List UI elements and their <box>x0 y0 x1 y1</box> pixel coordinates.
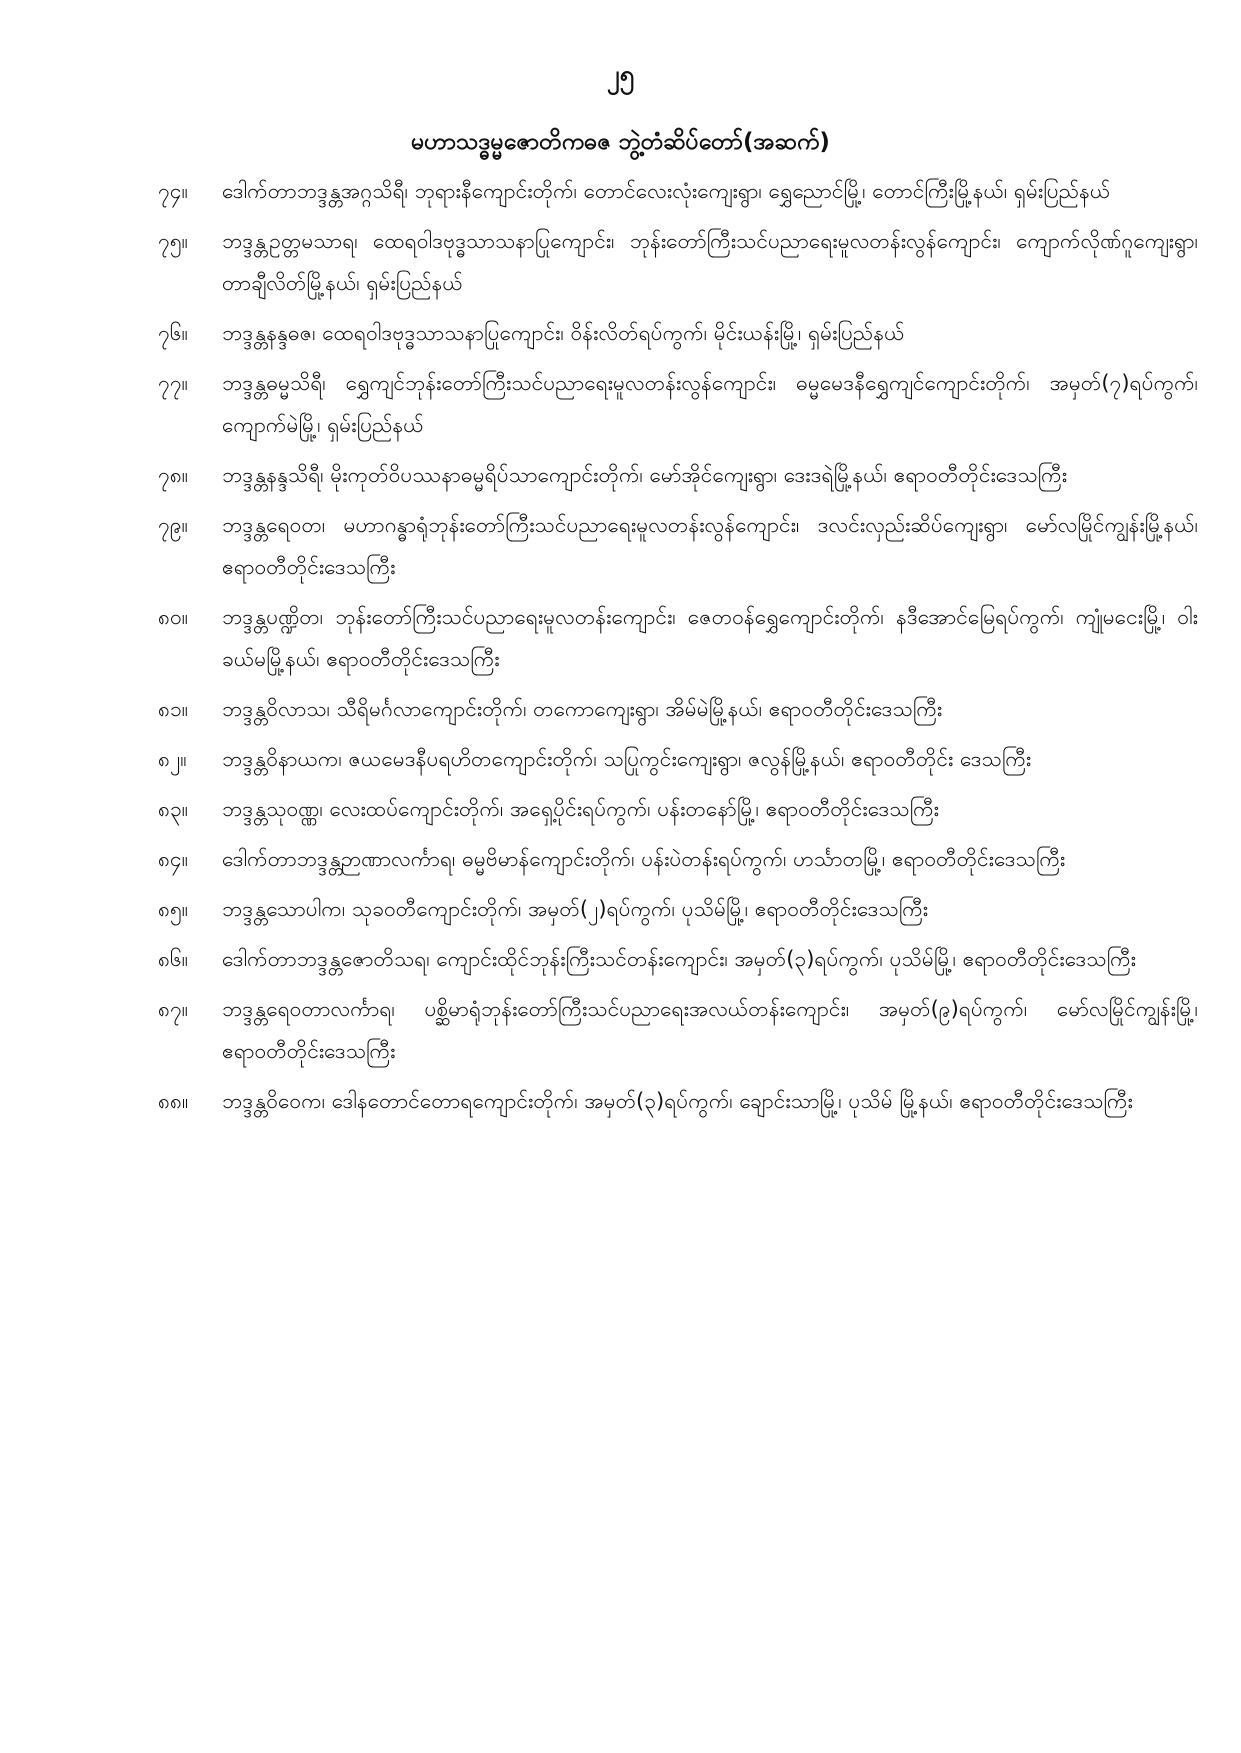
list-item <box>158 838 1198 880</box>
list-item <box>158 888 1198 930</box>
page-number: ၂၅ <box>606 60 635 90</box>
list-item <box>158 220 1198 304</box>
item-number: ၈၁။ <box>158 697 189 721</box>
item-text: ဘဒ္ဒန္တဓမ္မသိရီ၊ ရွှေကျင်ဘုန်းတော်ကြီးသင်ပညာရေးမူလတန်းလွန်ကျောင်း၊ ဓမ္မမေဒနီရွှေကျင်ကျောင်းတိုက်၊ အမှတ်(၇)ရပ်ကွက်၊ ကျောက်မဲမြို့၊ ရှမ်းပြည်နယ် <box>222 371 1198 437</box>
item-number: ၈၅။ <box>158 897 189 921</box>
item-text: ဘဒ္ဒန္တသုဝဏ္ဏ၊ လေးထပ်ကျောင်းတိုက်၊ အရှေ့ပိုင်းရပ်ကွက်၊ ပန်းတနော်မြို့၊ ဧရာဝတီတိုင်းဒေသကြီး <box>222 797 939 821</box>
list-item <box>158 938 1198 980</box>
item-text: ဒေါက်တာဘဒ္ဒန္တဉာဏာလင်္ကာရ၊ ဓမ္မဗိမာန်ကျောင်းတိုက်၊ ပန်းပဲတန်းရပ်ကွက်၊ ဟင်္သာတမြို့၊ ဧရာဝတီတိုင်းဒေသကြီး <box>222 847 1066 871</box>
item-number: ၈၃။ <box>158 797 189 821</box>
list-item <box>158 1080 1198 1122</box>
item-number: ၇၈။ <box>158 463 189 487</box>
list-item <box>158 688 1198 730</box>
item-number: ၇၇။ <box>158 371 188 395</box>
list-item <box>158 504 1198 588</box>
item-text: ဘဒ္ဒန္တရေဝတ၊ မဟာဂန္ဓာရုံဘုန်းတော်ကြီးသင်ပညာရေးမူလတန်းလွန်ကျောင်း၊ ဒလင်းလှည်းဆိပ်ကျေးရွာ၊ မော်လမြိုင်ကျွန်းမြို့နယ်၊ ဧရာဝတီတိုင်းဒေသကြီး <box>222 513 1198 579</box>
item-number: ၇၄။ <box>158 179 188 203</box>
list-item <box>158 312 1198 354</box>
item-text: ဒေါက်တာဘဒ္ဒန္တဇောတိသရ၊ ကျောင်းထိုင်ဘုန်းကြီးသင်တန်းကျောင်း၊ အမှတ်(၃)ရပ်ကွက်၊ ပုသိမ်မြို့၊ ဧရာဝတီတိုင်းဒေသကြီး <box>222 947 1136 971</box>
item-number: ၈၀။ <box>158 605 189 629</box>
item-text: ဘဒ္ဒန္တနန္ဒဓဇ၊ ထေရဝါဒဗုဒ္ဓသာသနာပြုကျောင်း၊ ဝိန်းလိတ်ရပ်ကွက်၊ မိုင်းယန်းမြို့၊ ရှမ်းပြည်နယ် <box>222 321 905 345</box>
item-text: ဘဒ္ဒန္တဝိနာယက၊ ဇယမေဒနီပရဟိတကျောင်းတိုက်၊ သပြုကွင်းကျေးရွာ၊ ဇလွန်မြို့နယ်၊ ဧရာဝတီတိုင်း ဒေသကြီး <box>222 747 1032 771</box>
list-item <box>158 170 1198 212</box>
item-text: ဘဒ္ဒန္တပဏ္ဍိတ၊ ဘုန်းတော်ကြီးသင်ပညာရေးမူလတန်းကျောင်း၊ ဇေတဝန်ရွှေကျောင်းတိုက်၊ နဒီအောင်မြေရပ်ကွက်၊ ကျုံမငေးမြို့၊ ဝါးခယ်မမြို့နယ်၊ ဧရာဝတီတိုင်းဒေသကြီး <box>222 605 1198 671</box>
page-heading: မဟာသဒ္ဓမ္မဇောတိကဓဇ ဘွဲ့တံဆိပ်တော်(အဆက်) <box>411 129 830 155</box>
item-number: ၈၂။ <box>158 747 187 771</box>
item-number: ၈၄။ <box>158 847 189 871</box>
item-number: ၇၉။ <box>158 513 188 537</box>
item-text: ဒေါက်တာဘဒ္ဒန္တအဂ္ဂသိရီ၊ ဘုရားနီကျောင်းတိုက်၊ တောင်လေးလုံးကျေးရွာ၊ ရွှေညောင်မြို့၊ တောင်ကြီးမြို့နယ်၊ ရှမ်းပြည်နယ် <box>222 179 1111 203</box>
list-item <box>158 738 1198 780</box>
list-item <box>158 362 1198 446</box>
item-text: ဘဒ္ဒန္တဥတ္တမသာရ၊ ထေရဝါဒဗုဒ္ဓသာသနာပြုကျောင်း၊ ဘုန်းတော်ကြီးသင်ပညာရေးမူလတန်းလွန်ကျောင်း၊ ကျောက်လိုဏ်ဂူကျေးရွာ၊ တာချီလိတ်မြို့နယ်၊ ရှမ်းပြည်နယ် <box>222 229 1198 295</box>
item-text: ဘဒ္ဒန္တရေဝတာလင်္ကာရ၊ ပစ္ဆိမာရုံဘုန်းတော်ကြီးသင်ပညာရေးအလယ်တန်းကျောင်း၊ အမှတ်(၉)ရပ်ကွက်၊ မော်လမြိုင်ကျွန်းမြို့၊ ဧရာဝတီတိုင်းဒေသကြီး <box>222 997 1198 1063</box>
item-number: ၈၇။ <box>158 997 189 1021</box>
item-text: ဘဒ္ဒန္တဝိလာသ၊ သီရိမင်္ဂလာကျောင်းတိုက်၊ တကောကျေးရွာ၊ အိမ်မဲမြို့နယ်၊ ဧရာဝတီတိုင်းဒေသကြီး <box>222 697 943 721</box>
item-text: ဘဒ္ဒန္တနန္ဒသိရီ၊ မိုးကုတ်ဝိပဿနာဓမ္မရိပ်သာကျောင်းတိုက်၊ မော်အိုင်ကျေးရွာ၊ ဒေးဒရဲမြို့နယ်၊ ဧရာဝတီတိုင်းဒေသကြီး <box>222 463 1068 487</box>
list-item <box>158 988 1198 1072</box>
list-item <box>158 788 1198 830</box>
list-item <box>158 596 1198 680</box>
award-recipient-list <box>158 170 1198 1130</box>
list-item <box>158 454 1198 496</box>
item-text: ဘဒ္ဒန္တသောပါက၊ သုခဝတီကျောင်းတိုက်၊ အမှတ်(၂)ရပ်ကွက်၊ ပုသိမ်မြို့၊ ဧရာဝတီတိုင်းဒေသကြီး <box>222 897 929 921</box>
item-number: ၇၆။ <box>158 321 188 345</box>
item-text: ဘဒ္ဒန္တဝိဝေက၊ ဒေါနတောင်တောရကျောင်းတိုက်၊ အမှတ်(၃)ရပ်ကွက်၊ ချောင်းသာမြို့၊ ပုသိမ် မြို့နယ်၊ ဧရာဝတီတိုင်းဒေသကြီး <box>222 1089 1133 1113</box>
item-number: ၈၈။ <box>158 1089 189 1113</box>
item-number: ၇၅။ <box>158 229 188 253</box>
item-number: ၈၆။ <box>158 947 189 971</box>
